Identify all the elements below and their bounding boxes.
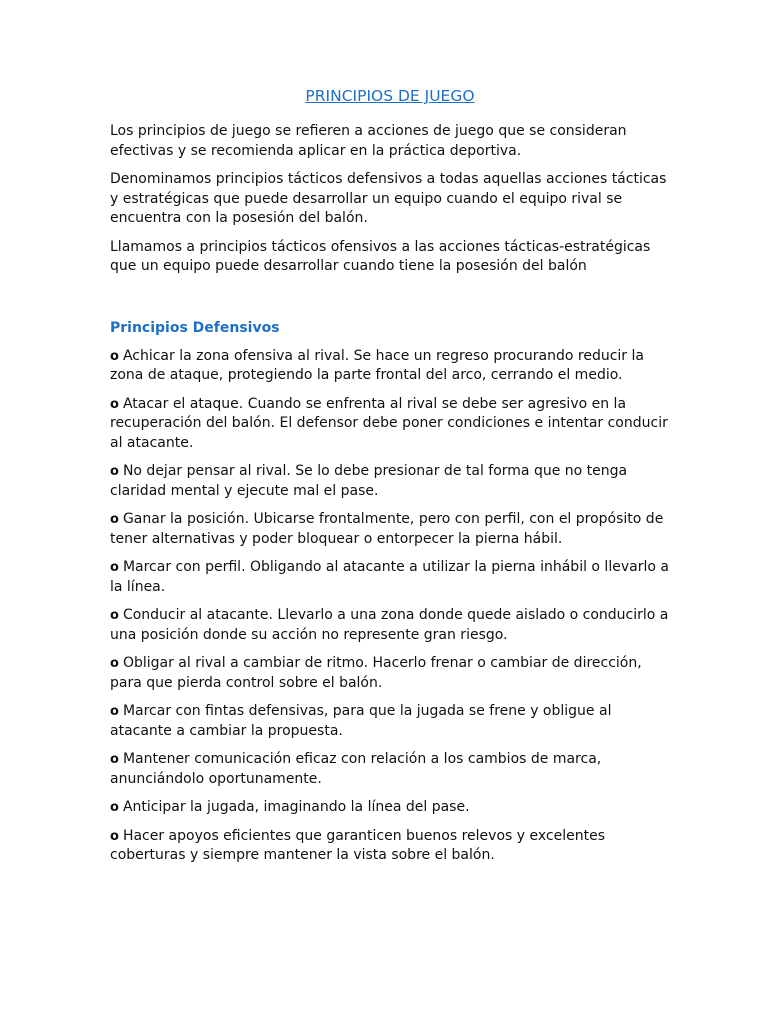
list-item-text: Obligar al rival a cambiar de ritmo. Hacerlo frenar o cambiar de dirección, para que pierda control sobre el balón. — [110, 655, 642, 691]
bullet-icon: o — [110, 512, 119, 527]
list-item-text: Anticipar la jugada, imaginando la línea del pase. — [122, 799, 470, 815]
list-item-text: Marcar con perfil. Obligando al atacante a utilizar la pierna inhábil o llevarlo a la línea. — [110, 559, 669, 595]
intro-paragraph: Llamamos a principios tácticos ofensivos a las acciones tácticas-estratégicas que un equipo puede desarrollar cuando tiene la posesión del balón — [110, 238, 651, 274]
principles-list — [110, 347, 670, 866]
list-item — [110, 462, 670, 501]
page-title: PRINCIPIOS DE JUEGO — [305, 87, 475, 105]
bullet-icon: o — [110, 704, 119, 719]
list-item-text: Mantener comunicación eficaz con relación a los cambios de marca, anunciándolo oportunamente. — [110, 751, 602, 787]
list-item — [110, 347, 670, 386]
list-item — [110, 510, 670, 549]
intro-paragraph: Denominamos principios tácticos defensivos a todas aquellas acciones tácticas y estratégicas que puede desarrollar un equipo cuando el equipo rival se encuentra con la posesión del balón. — [110, 171, 667, 226]
list-item-text: No dejar pensar al rival. Se lo debe presionar de tal forma que no tenga claridad mental y ejecute mal el pase. — [110, 463, 628, 499]
list-item-text: Marcar con fintas defensivas, para que la jugada se frene y obligue al atacante a cambiar la propuesta. — [110, 703, 612, 739]
document-page — [110, 84, 670, 875]
list-item — [110, 606, 670, 645]
list-item — [110, 798, 670, 818]
bullet-icon: o — [110, 396, 119, 412]
bullet-icon: o — [110, 608, 119, 623]
list-item — [110, 654, 670, 693]
bullet-icon: o — [110, 656, 119, 671]
list-item-text: Hacer apoyos eficientes que garanticen buenos relevos y excelentes coberturas y siempre mantener la vista sobre el balón. — [110, 827, 605, 863]
list-item — [110, 750, 670, 789]
list-item-text: Atacar el ataque. Cuando se enfrenta al rival se debe ser agresivo en la recuperación del balón. El defensor debe poner condiciones e intentar conducir al atacante. — [110, 395, 668, 451]
list-item-text: Conducir al atacante. Llevarlo a una zona donde quede aislado o conducirlo a una posición donde su acción no represente gran riesgo. — [110, 607, 669, 643]
section-spacer — [110, 286, 670, 319]
bullet-icon: o — [110, 348, 119, 364]
bullet-icon: o — [110, 800, 119, 815]
list-item — [110, 827, 670, 866]
intro-paragraph: Los principios de juego se refieren a acciones de juego que se consideran efectivas y se recomienda aplicar en la práctica deportiva. — [110, 123, 627, 159]
section-heading: Principios Defensivos — [110, 319, 280, 336]
list-item-text: Achicar la zona ofensiva al rival. Se hace un regreso procurando reducir la zona de ataque, protegiendo la parte frontal del arco, cerrando el medio. — [110, 347, 644, 383]
bullet-icon: o — [110, 752, 119, 767]
bullet-icon: o — [110, 560, 119, 575]
list-item-text: Ganar la posición. Ubicarse frontalmente, pero con perfil, con el propósito de tener alternativas y poder bloquear o entorpecer la pierna hábil. — [110, 511, 664, 547]
bullet-icon: o — [110, 464, 119, 479]
list-item — [110, 558, 670, 597]
bullet-icon: o — [110, 828, 119, 844]
list-item — [110, 395, 670, 454]
list-item — [110, 702, 670, 741]
